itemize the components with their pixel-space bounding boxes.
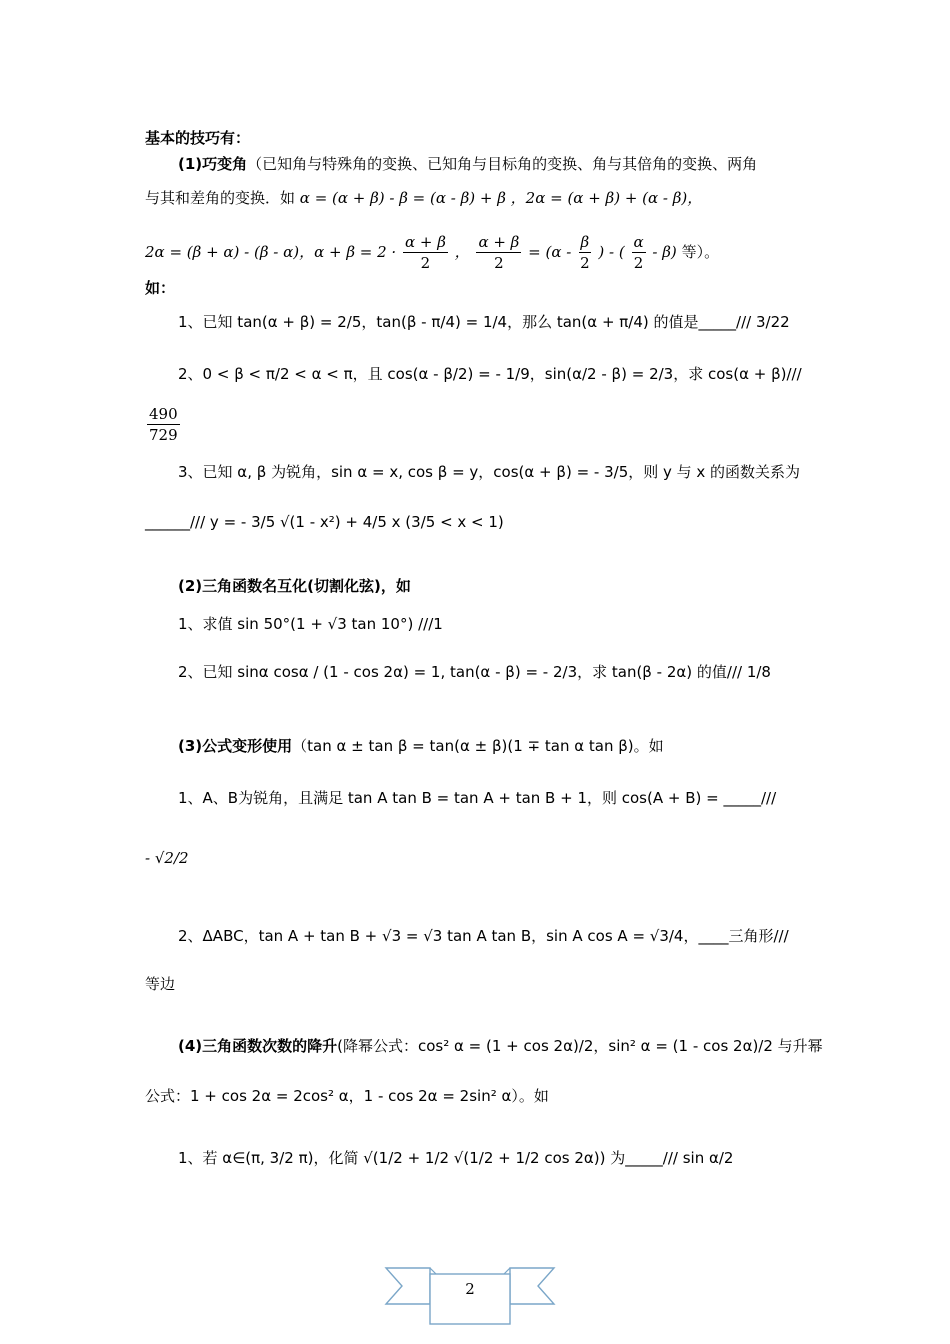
problem-text: 2、0 < β < π/2 < α < π，且 cos(α - β/2) = - 1/9，sin(α/2 - β) = 2/3，求 cos(α + β)/// <box>178 365 802 383</box>
section-4-title: (4)三角函数次数的降升 <box>178 1037 338 1055</box>
problem-text: 2、已知 sinα cosα / (1 - cos 2α) = 1, tan(α - β) = - 2/3，求 tan(β - 2α) 的值/// <box>178 663 743 681</box>
problem-1-1 <box>178 310 790 334</box>
problem-text: 1、已知 tan(α + β) = 2/5，tan(β - π/4) = 1/4，那么 tan(α + π/4) 的值是_____/// <box>178 313 752 331</box>
page-number: 2 <box>465 1280 475 1298</box>
answer: 1/8 <box>746 663 771 681</box>
fraction: $\frac{\alpha + \beta}{2}$ <box>404 233 446 272</box>
answer-fraction: $\frac{490}{729}$ <box>149 405 178 444</box>
problem-2-2 <box>178 660 771 684</box>
page-footer <box>380 1256 560 1330</box>
problem-1-2-answer <box>145 404 182 445</box>
formula-2: 2α = (β + α) - (β - α)，α + β = 2 · <box>145 243 401 261</box>
problem-1-3: 3、已知 α, β 为锐角，sin α = x, cos β = y，cos(α + β) = - 3/5，则 y 与 x 的函数关系为 <box>178 463 801 481</box>
section-3-title-line <box>178 734 664 758</box>
answer: 3/22 <box>755 313 790 331</box>
problem-1-2 <box>178 362 802 386</box>
intro-b-text: 与其和差角的变换．如 <box>145 189 296 207</box>
fraction: $\frac{\alpha + \beta}{2}$ <box>478 233 520 272</box>
section-4-intro-b: 公式：1 + cos 2α = 2cos² α，1 - cos 2α = 2sin² α）。如 <box>145 1087 549 1105</box>
section-3-formula: （tan α ± tan β = tan(α ± β)(1 ∓ tan α tan β)。如 <box>292 737 664 755</box>
fraction: $\frac{\beta}{2}$ <box>580 233 590 272</box>
section-4-intro: (降幂公式：cos² α = (1 + cos 2α)/2，sin² α = (1 - cos 2α)/2 与升幂 <box>337 1037 823 1055</box>
example-label: 如： <box>145 279 176 297</box>
problem-3-1-answer: - √2/2 <box>145 849 189 867</box>
section-1-intro-b <box>145 186 702 210</box>
problem-1-3-answer: ______/// y = - 3/5 √(1 - x²) + 4/5 x (3/5 < x < 1) <box>145 513 504 531</box>
problem-2-1: 1、求值 sin 50°(1 + √3 tan 10°) ///1 <box>178 615 443 633</box>
heading: 基本的技巧有： <box>145 129 251 147</box>
fraction: $\frac{\alpha}{2}$ <box>633 233 644 272</box>
problem-4-1: 1、若 α∈(π, 3/2 π)，化简 √(1/2 + 1/2 √(1/2 + 1/2 cos 2α)) 为_____/// sin α/2 <box>178 1149 734 1167</box>
section-4-title-line <box>178 1034 823 1058</box>
formula-2-end: 等）。 <box>681 243 720 261</box>
section-1-title: (1)巧变角 <box>178 155 248 173</box>
problem-3-2: 2、ΔABC，tan A + tan B + √3 = √3 tan A tan B，sin A cos A = √3/4，____三角形/// <box>178 927 789 945</box>
problem-3-2-answer: 等边 <box>145 975 176 993</box>
section-3-title: (3)公式变形使用 <box>178 737 293 755</box>
formula-1: α = (α + β) - β = (α - β) + β ，2α = (α + β) + (α - β)， <box>299 189 703 207</box>
section-2-title: (2)三角函数名互化(切割化弦)，如 <box>178 577 411 595</box>
problem-3-1: 1、A、B为锐角，且满足 tan A tan B = tan A + tan B + 1，则 cos(A + B) = _____/// <box>178 789 777 807</box>
section-1-intro-text: （已知角与特殊角的变换、已知角与目标角的变换、角与其倍角的变换、两角 <box>247 155 758 173</box>
formula-2-line: 2α = (β + α) - (β - α)，α + β = 2 · $\frac{\alpha + \beta}{2}$ ， $\frac{\alpha + \beta}{2}$ = (α - $\frac{\beta}{2}$ ) - ( $\frac{\alpha}{2}$ - β) 等）。 <box>145 233 720 272</box>
section-1-intro <box>178 152 757 176</box>
